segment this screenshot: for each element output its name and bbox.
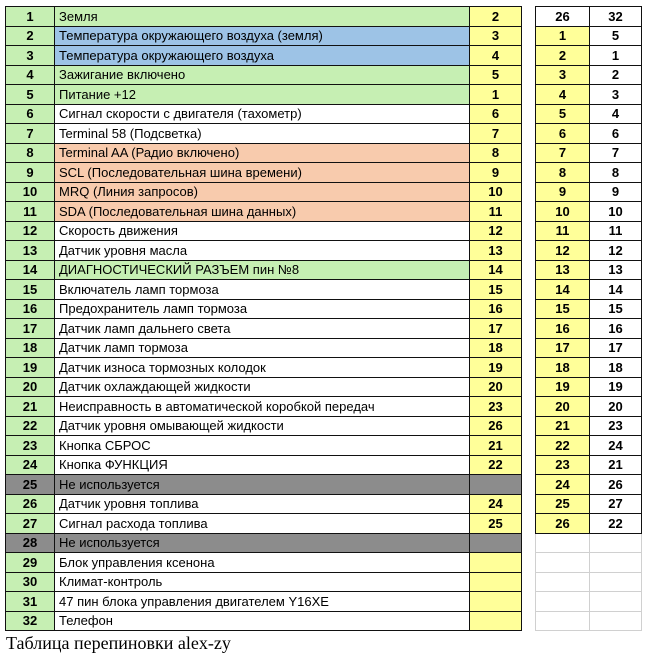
table-row xyxy=(6,260,642,280)
target-pin-cell xyxy=(470,611,522,631)
pin-description-cell: Кнопка СБРОС xyxy=(55,436,470,456)
connector-26-pin-cell: 17 xyxy=(536,338,590,358)
connector-32-pin-cell: 15 xyxy=(590,299,642,319)
target-pin-cell: 3 xyxy=(470,26,522,46)
target-pin-cell: 15 xyxy=(470,280,522,300)
pin-description-cell: Датчик уровня масла xyxy=(55,241,470,261)
pin-number-cell: 11 xyxy=(6,202,55,222)
pin-description-cell: Температура окружающего воздуха xyxy=(55,46,470,66)
table-row xyxy=(6,572,642,592)
connector-32-pin-cell: 5 xyxy=(590,26,642,46)
target-pin-cell: 5 xyxy=(470,65,522,85)
column-gap xyxy=(522,65,536,85)
column-gap xyxy=(522,260,536,280)
pin-description-cell: Не используется xyxy=(55,475,470,495)
target-pin-cell xyxy=(470,475,522,495)
target-pin-cell: 12 xyxy=(470,221,522,241)
connector-32-pin-cell: 22 xyxy=(590,514,642,534)
connector-26-header: 26 xyxy=(536,7,590,27)
target-pin-cell: 17 xyxy=(470,319,522,339)
column-gap xyxy=(522,494,536,514)
connector-32-pin-cell: 12 xyxy=(590,241,642,261)
connector-26-pin-cell xyxy=(536,533,590,553)
pin-number-cell: 3 xyxy=(6,46,55,66)
header-row xyxy=(6,7,642,27)
connector-26-pin-cell: 9 xyxy=(536,182,590,202)
target-pin-cell: 20 xyxy=(470,377,522,397)
connector-32-pin-cell xyxy=(590,572,642,592)
pin-description-cell: Сигнал расхода топлива xyxy=(55,514,470,534)
column-gap xyxy=(522,182,536,202)
target-pin-cell: 21 xyxy=(470,436,522,456)
connector-26-pin-cell: 14 xyxy=(536,280,590,300)
connector-26-pin-cell: 11 xyxy=(536,221,590,241)
target-pin-cell: 14 xyxy=(470,260,522,280)
pin-number-cell: 4 xyxy=(6,65,55,85)
target-pin-cell xyxy=(470,553,522,573)
connector-26-pin-cell: 16 xyxy=(536,319,590,339)
table-row xyxy=(6,143,642,163)
column-gap xyxy=(522,436,536,456)
table-row xyxy=(6,514,642,534)
pin-number-cell: 9 xyxy=(6,163,55,183)
connector-26-pin-cell: 20 xyxy=(536,397,590,417)
connector-32-pin-cell: 14 xyxy=(590,280,642,300)
pin-number-cell: 20 xyxy=(6,377,55,397)
pin-description-cell: Датчик ламп тормоза xyxy=(55,338,470,358)
target-pin-cell: 25 xyxy=(470,514,522,534)
pin-number-cell: 7 xyxy=(6,124,55,144)
pin-number-cell: 22 xyxy=(6,416,55,436)
pin-description-cell: 47 пин блока управления двигателем Y16XE xyxy=(55,592,470,612)
connector-26-pin-cell: 3 xyxy=(536,65,590,85)
pin-number-cell: 17 xyxy=(6,319,55,339)
connector-32-pin-cell: 17 xyxy=(590,338,642,358)
connector-26-pin-cell: 23 xyxy=(536,455,590,475)
column-gap xyxy=(522,202,536,222)
column-gap xyxy=(522,280,536,300)
connector-26-pin-cell: 4 xyxy=(536,85,590,105)
table-row xyxy=(6,358,642,378)
connector-32-pin-cell: 8 xyxy=(590,163,642,183)
connector-26-pin-cell: 26 xyxy=(536,514,590,534)
target-pin-cell xyxy=(470,592,522,612)
pin-description-cell: Скорость движения xyxy=(55,221,470,241)
column-gap xyxy=(522,397,536,417)
pin-description-cell: SDA (Последовательная шина данных) xyxy=(55,202,470,222)
connector-32-pin-cell: 1 xyxy=(590,46,642,66)
target-pin-cell: 13 xyxy=(470,241,522,261)
target-pin-cell: 10 xyxy=(470,182,522,202)
connector-32-pin-cell: 18 xyxy=(590,358,642,378)
pin-description-cell: Телефон xyxy=(55,611,470,631)
table-row xyxy=(6,416,642,436)
connector-32-pin-cell: 16 xyxy=(590,319,642,339)
pin-number-cell: 19 xyxy=(6,358,55,378)
pin-description-cell: MRQ (Линия запросов) xyxy=(55,182,470,202)
pin-description-cell: Климат-контроль xyxy=(55,572,470,592)
connector-32-pin-cell: 11 xyxy=(590,221,642,241)
table-row xyxy=(6,455,642,475)
column-gap xyxy=(522,592,536,612)
table-row xyxy=(6,592,642,612)
connector-26-pin-cell xyxy=(536,611,590,631)
table-row xyxy=(6,494,642,514)
connector-26-pin-cell: 7 xyxy=(536,143,590,163)
connector-32-pin-cell: 9 xyxy=(590,182,642,202)
target-pin-cell: 7 xyxy=(470,124,522,144)
target-pin-cell: 4 xyxy=(470,46,522,66)
connector-32-pin-cell: 20 xyxy=(590,397,642,417)
pin-description-cell: Зажигание включено xyxy=(55,65,470,85)
table-row xyxy=(6,377,642,397)
column-gap xyxy=(522,104,536,124)
column-gap xyxy=(522,241,536,261)
pin-description-cell: SCL (Последовательная шина времени) xyxy=(55,163,470,183)
connector-32-pin-cell: 21 xyxy=(590,455,642,475)
connector-26-pin-cell xyxy=(536,592,590,612)
connector-32-pin-cell: 2 xyxy=(590,65,642,85)
pin-number-cell: 5 xyxy=(6,85,55,105)
pin-number-cell: 14 xyxy=(6,260,55,280)
column-gap xyxy=(522,299,536,319)
connector-26-pin-cell: 22 xyxy=(536,436,590,456)
pin-number-cell: 28 xyxy=(6,533,55,553)
target-pin-cell: 2 xyxy=(470,7,522,27)
connector-32-pin-cell: 3 xyxy=(590,85,642,105)
connector-26-pin-cell: 15 xyxy=(536,299,590,319)
column-gap xyxy=(522,611,536,631)
target-pin-cell: 26 xyxy=(470,416,522,436)
connector-26-pin-cell: 24 xyxy=(536,475,590,495)
pin-description-cell: Блок управления ксенона xyxy=(55,553,470,573)
target-pin-cell: 24 xyxy=(470,494,522,514)
target-pin-cell: 6 xyxy=(470,104,522,124)
column-gap xyxy=(522,143,536,163)
table-row xyxy=(6,553,642,573)
connector-26-pin-cell: 10 xyxy=(536,202,590,222)
column-gap xyxy=(522,163,536,183)
connector-32-header: 32 xyxy=(590,7,642,27)
connector-26-pin-cell: 1 xyxy=(536,26,590,46)
connector-26-pin-cell: 19 xyxy=(536,377,590,397)
table-row xyxy=(6,65,642,85)
connector-26-pin-cell: 6 xyxy=(536,124,590,144)
pin-description-cell: Температура окружающего воздуха (земля) xyxy=(55,26,470,46)
column-gap xyxy=(522,85,536,105)
target-pin-cell: 19 xyxy=(470,358,522,378)
column-gap xyxy=(522,221,536,241)
pin-description-cell: Неисправность в автоматической коробкой передач xyxy=(55,397,470,417)
column-gap xyxy=(522,533,536,553)
pin-number-cell: 23 xyxy=(6,436,55,456)
connector-32-pin-cell: 6 xyxy=(590,124,642,144)
target-pin-cell: 22 xyxy=(470,455,522,475)
connector-32-pin-cell xyxy=(590,611,642,631)
connector-26-pin-cell: 2 xyxy=(536,46,590,66)
connector-32-pin-cell: 23 xyxy=(590,416,642,436)
connector-32-pin-cell: 24 xyxy=(590,436,642,456)
table-row xyxy=(6,475,642,495)
column-gap xyxy=(522,514,536,534)
pin-number-cell: 18 xyxy=(6,338,55,358)
pin-number-cell: 1 xyxy=(6,7,55,27)
connector-32-pin-cell: 26 xyxy=(590,475,642,495)
column-gap xyxy=(522,475,536,495)
pin-description-cell: ДИАГНОСТИЧЕСКИЙ РАЗЪЕМ пин №8 xyxy=(55,260,470,280)
table-row xyxy=(6,182,642,202)
pin-number-cell: 16 xyxy=(6,299,55,319)
connector-26-pin-cell xyxy=(536,572,590,592)
table-row xyxy=(6,397,642,417)
connector-32-pin-cell: 13 xyxy=(590,260,642,280)
pin-number-cell: 32 xyxy=(6,611,55,631)
pin-number-cell: 31 xyxy=(6,592,55,612)
target-pin-cell: 18 xyxy=(470,338,522,358)
table-row xyxy=(6,319,642,339)
pin-description-cell: Датчик уровня омывающей жидкости xyxy=(55,416,470,436)
pinout-sheet xyxy=(5,6,642,631)
pin-description-cell: Terminal 58 (Подсветка) xyxy=(55,124,470,144)
column-gap xyxy=(522,124,536,144)
pin-number-cell: 30 xyxy=(6,572,55,592)
target-pin-cell: 9 xyxy=(470,163,522,183)
column-gap xyxy=(522,416,536,436)
pin-description-cell: Не используется xyxy=(55,533,470,553)
column-gap xyxy=(522,338,536,358)
table-row xyxy=(6,436,642,456)
pin-number-cell: 2 xyxy=(6,26,55,46)
pin-number-cell: 12 xyxy=(6,221,55,241)
pin-description-cell: Сигнал скорости с двигателя (тахометр) xyxy=(55,104,470,124)
connector-26-pin-cell: 13 xyxy=(536,260,590,280)
connector-32-pin-cell: 4 xyxy=(590,104,642,124)
connector-32-pin-cell xyxy=(590,553,642,573)
pin-number-cell: 8 xyxy=(6,143,55,163)
target-pin-cell: 11 xyxy=(470,202,522,222)
connector-32-pin-cell: 10 xyxy=(590,202,642,222)
connector-32-pin-cell: 19 xyxy=(590,377,642,397)
connector-26-pin-cell: 12 xyxy=(536,241,590,261)
pin-number-cell: 13 xyxy=(6,241,55,261)
pin-description-cell: Terminal AA (Радио включено) xyxy=(55,143,470,163)
pin-number-cell: 24 xyxy=(6,455,55,475)
pin-description-cell: Питание +12 xyxy=(55,85,470,105)
connector-26-pin-cell: 25 xyxy=(536,494,590,514)
connector-26-pin-cell xyxy=(536,553,590,573)
pin-number-cell: 26 xyxy=(6,494,55,514)
table-row xyxy=(6,85,642,105)
pin-number-cell: 6 xyxy=(6,104,55,124)
pin-number-cell: 10 xyxy=(6,182,55,202)
table-row xyxy=(6,533,642,553)
column-gap xyxy=(522,26,536,46)
table-row xyxy=(6,280,642,300)
target-pin-cell xyxy=(470,572,522,592)
table-row xyxy=(6,202,642,222)
connector-32-pin-cell: 27 xyxy=(590,494,642,514)
pin-description-cell: Датчик уровня топлива xyxy=(55,494,470,514)
pin-description-cell: Земля xyxy=(55,7,470,27)
table-row xyxy=(6,338,642,358)
target-pin-cell: 16 xyxy=(470,299,522,319)
column-gap xyxy=(522,553,536,573)
pin-number-cell: 25 xyxy=(6,475,55,495)
pin-description-cell: Предохранитель ламп тормоза xyxy=(55,299,470,319)
pin-description-cell: Кнопка ФУНКЦИЯ xyxy=(55,455,470,475)
connector-26-pin-cell: 21 xyxy=(536,416,590,436)
pin-number-cell: 15 xyxy=(6,280,55,300)
target-pin-cell: 8 xyxy=(470,143,522,163)
pin-number-cell: 27 xyxy=(6,514,55,534)
column-gap xyxy=(522,572,536,592)
pin-number-cell: 29 xyxy=(6,553,55,573)
column-gap xyxy=(522,7,536,27)
table-row xyxy=(6,124,642,144)
connector-26-pin-cell: 8 xyxy=(536,163,590,183)
table-row xyxy=(6,46,642,66)
connector-26-pin-cell: 5 xyxy=(536,104,590,124)
column-gap xyxy=(522,377,536,397)
column-gap xyxy=(522,455,536,475)
pin-description-cell: Датчик износа тормозных колодок xyxy=(55,358,470,378)
column-gap xyxy=(522,358,536,378)
column-gap xyxy=(522,46,536,66)
pin-description-cell: Датчик ламп дальнего света xyxy=(55,319,470,339)
table-row xyxy=(6,299,642,319)
connector-26-pin-cell: 18 xyxy=(536,358,590,378)
table-row xyxy=(6,104,642,124)
target-pin-cell xyxy=(470,533,522,553)
target-pin-cell: 23 xyxy=(470,397,522,417)
pin-description-cell: Включатель ламп тормоза xyxy=(55,280,470,300)
connector-32-pin-cell xyxy=(590,533,642,553)
table-row xyxy=(6,26,642,46)
table-row xyxy=(6,241,642,261)
column-gap xyxy=(522,319,536,339)
table-caption: Таблица перепиновки alex-zy xyxy=(6,633,231,653)
table-row xyxy=(6,221,642,241)
pin-number-cell: 21 xyxy=(6,397,55,417)
connector-32-pin-cell: 7 xyxy=(590,143,642,163)
pin-description-cell: Датчик охлаждающей жидкости xyxy=(55,377,470,397)
connector-32-pin-cell xyxy=(590,592,642,612)
table-row xyxy=(6,163,642,183)
table-row xyxy=(6,611,642,631)
pinout-table xyxy=(5,6,642,631)
target-pin-cell: 1 xyxy=(470,85,522,105)
